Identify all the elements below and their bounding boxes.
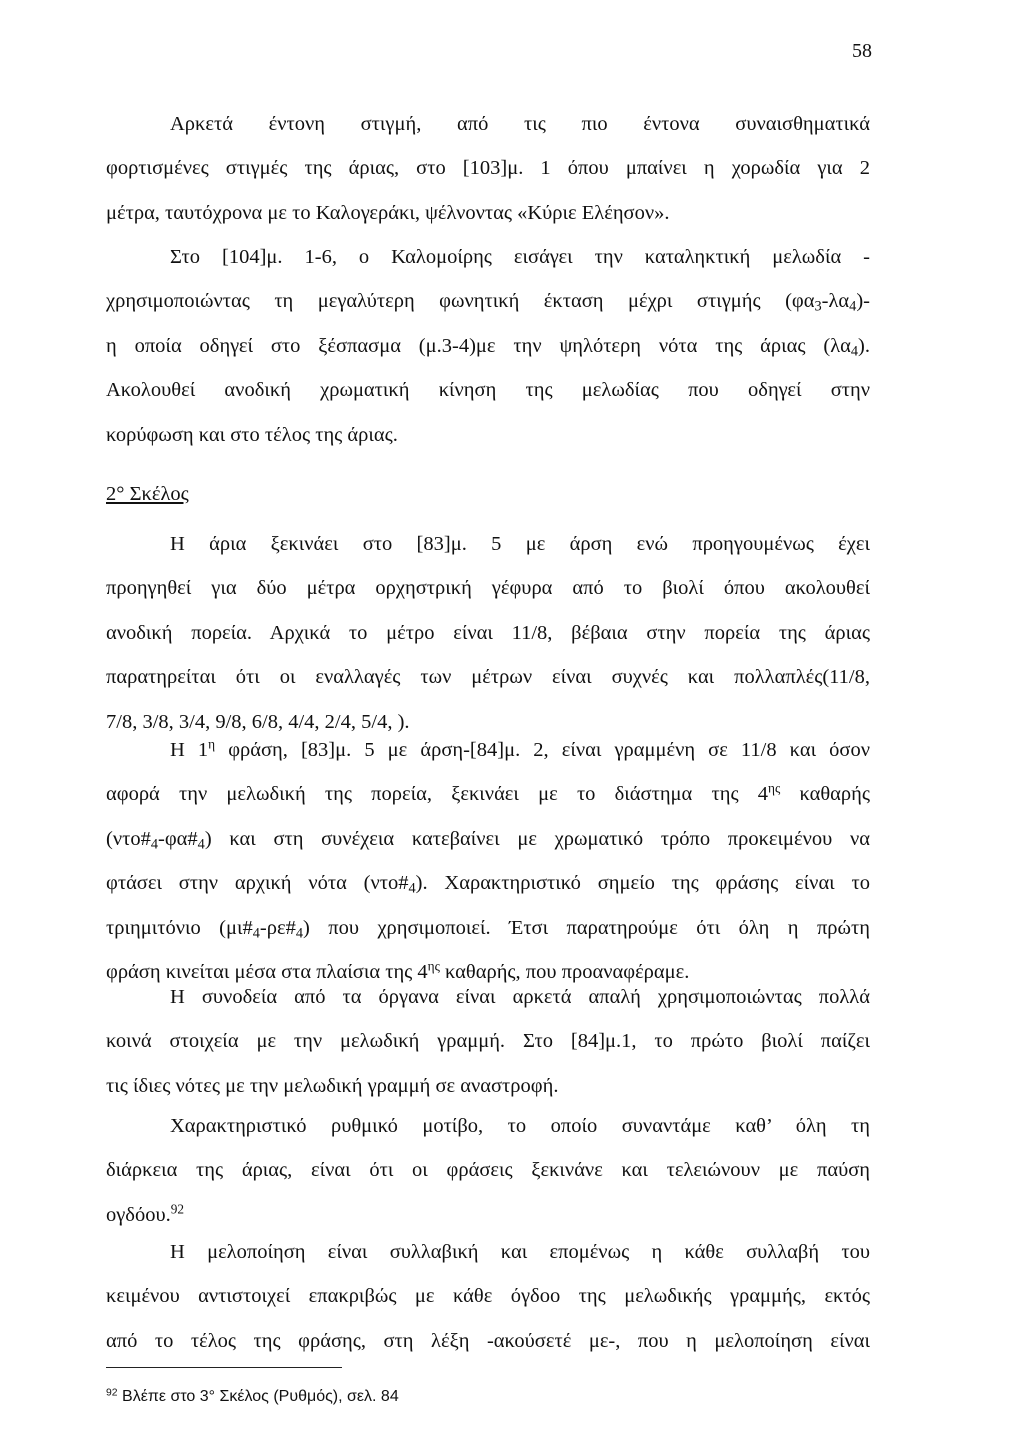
- text-line: κειμένου αντιστοιχεί επακριβώς με κάθε όγδοο της μελωδικής γραμμής, εκτός: [106, 1285, 870, 1308]
- text-line: Η μελοποίηση είναι συλλαβική και επομένως η κάθε συλλαβή του: [170, 1241, 870, 1263]
- text-line: ογδόου.$^{92}$: [106, 1201, 185, 1226]
- text-line: χρησιμοποιώντας τη μεγαλύτερη φωνητική έκταση μέχρι στιγμής $(\varphi\alpha_3-\lambda\alpha_4)-$: [106, 290, 870, 315]
- text-line: μέτρα, ταυτόχρονα με το Καλογεράκι, ψέλνοντας «Κύριε Ελέησον».: [106, 201, 670, 224]
- text-line: κορύφωση και στο τέλος της άριας.: [106, 423, 398, 446]
- text-line: τις ίδιες νότες με την μελωδική γραμμή σε αναστροφή.: [106, 1074, 559, 1097]
- page-number: 58: [852, 40, 872, 62]
- footnote-separator: [106, 1367, 342, 1368]
- section-heading: 2° Σκέλος: [106, 483, 189, 505]
- text-line: Χαρακτηριστικό ρυθμικό μοτίβο, το οποίο συναντάμε καθ’ όλη τη: [170, 1115, 870, 1137]
- text-line: παρατηρείται ότι οι εναλλαγές των μέτρων είναι συχνές και πολλαπλές(11/8,: [106, 666, 870, 689]
- text-line: διάρκεια της άριας, είναι ότι οι φράσεις ξεκινάνε και τελειώνουν με παύση: [106, 1159, 870, 1182]
- text-line: Η άρια ξεκινάει στο [83]μ. 5 με άρση ενώ προηγουμένως έχει: [170, 533, 870, 555]
- text-line: 7/8, 3/8, 3/4, 9/8, 6/8, 4/4, 2/4, 5/4, ).: [106, 710, 410, 733]
- paragraph-5: [106, 975, 870, 1108]
- text-line: προηγηθεί για δύο μέτρα ορχηστρική γέφυρα από το βιολί όπου ακολουθεί: [106, 577, 870, 600]
- footnote: [106, 1388, 399, 1406]
- text-line: Ακολουθεί ανοδική χρωματική κίνηση της μελωδίας που οδηγεί στην: [106, 379, 870, 402]
- footnote-text: Βλέπε στο 3° Σκέλος (Ρυθμός), σελ. 84: [122, 1388, 399, 1405]
- text-line: Η συνοδεία από τα όργανα είναι αρκετά απαλή χρησιμοποιώντας πολλά: [170, 986, 870, 1008]
- text-line: ανοδική πορεία. Αρχικά το μέτρο είναι 11/8, βέβαια στην πορεία της άριας: [106, 621, 870, 644]
- text-line: φράση κινείται μέσα στα πλαίσια της $4^{\eta\varsigma}$ καθαρής, που προαναφέραμε.: [106, 958, 690, 984]
- paragraph-3: [106, 522, 870, 744]
- text-line: φτάσει στην αρχική νότα $(\nu\tau o\#_4)$. Χαρακτηριστικό σημείο της φράσης είναι το: [106, 872, 870, 897]
- paragraph-1: [106, 102, 870, 235]
- footnote-marker: 92: [106, 1387, 118, 1399]
- text-line: φορτισμένες στιγμές της άριας, στο [103]μ. 1 όπου μπαίνει η χορωδία για 2: [106, 157, 870, 180]
- text-line: από το τέλος της φράσης, στη λέξη -ακούσετέ με-, που η μελοποίηση είναι: [106, 1329, 870, 1352]
- paragraph-4: [106, 728, 870, 994]
- text-line: Αρκετά έντονη στιγμή, από τις πιο έντονα συναισθηματικά: [170, 113, 870, 135]
- text-line: Στο [104]μ. 1-6, ο Καλομοίρης εισάγει την καταληκτική μελωδία -: [170, 246, 870, 268]
- text-line: $(\nu\tau o\#_4-\varphi\alpha\#_4)$ και στη συνέχεια κατεβαίνει με χρωματικό τρόπο προκειμένου να: [106, 827, 870, 853]
- paragraph-2: [106, 235, 870, 457]
- text-line: αφορά την μελωδική της πορεία, ξεκινάει με το διάστημα της $4^{\eta\varsigma}$ καθαρής: [106, 781, 870, 806]
- text-line: τριημιτόνιο $(\mu\iota\#_4-\rho\varepsilon\#_4)$ που χρησιμοποιεί. Έτσι παρατηρούμε ότι όλη η πρώτη: [106, 916, 870, 942]
- paragraph-7: [106, 1230, 870, 1363]
- text-line: Η $1^\eta$ φράση, [83]μ. 5 με άρση-[84]μ. 2, είναι γραμμένη σε 11/8 και όσον: [170, 736, 870, 761]
- text-line: κοινά στοιχεία με την μελωδική γραμμή. Στο [84]μ.1, το πρώτο βιολί παίζει: [106, 1030, 870, 1053]
- text-line: η οποία οδηγεί στο ξέσπασμα (μ.3-4)με την ψηλότερη νότα της άριας $(\lambda\alpha_4)$.: [106, 334, 870, 360]
- paragraph-6: [106, 1104, 870, 1237]
